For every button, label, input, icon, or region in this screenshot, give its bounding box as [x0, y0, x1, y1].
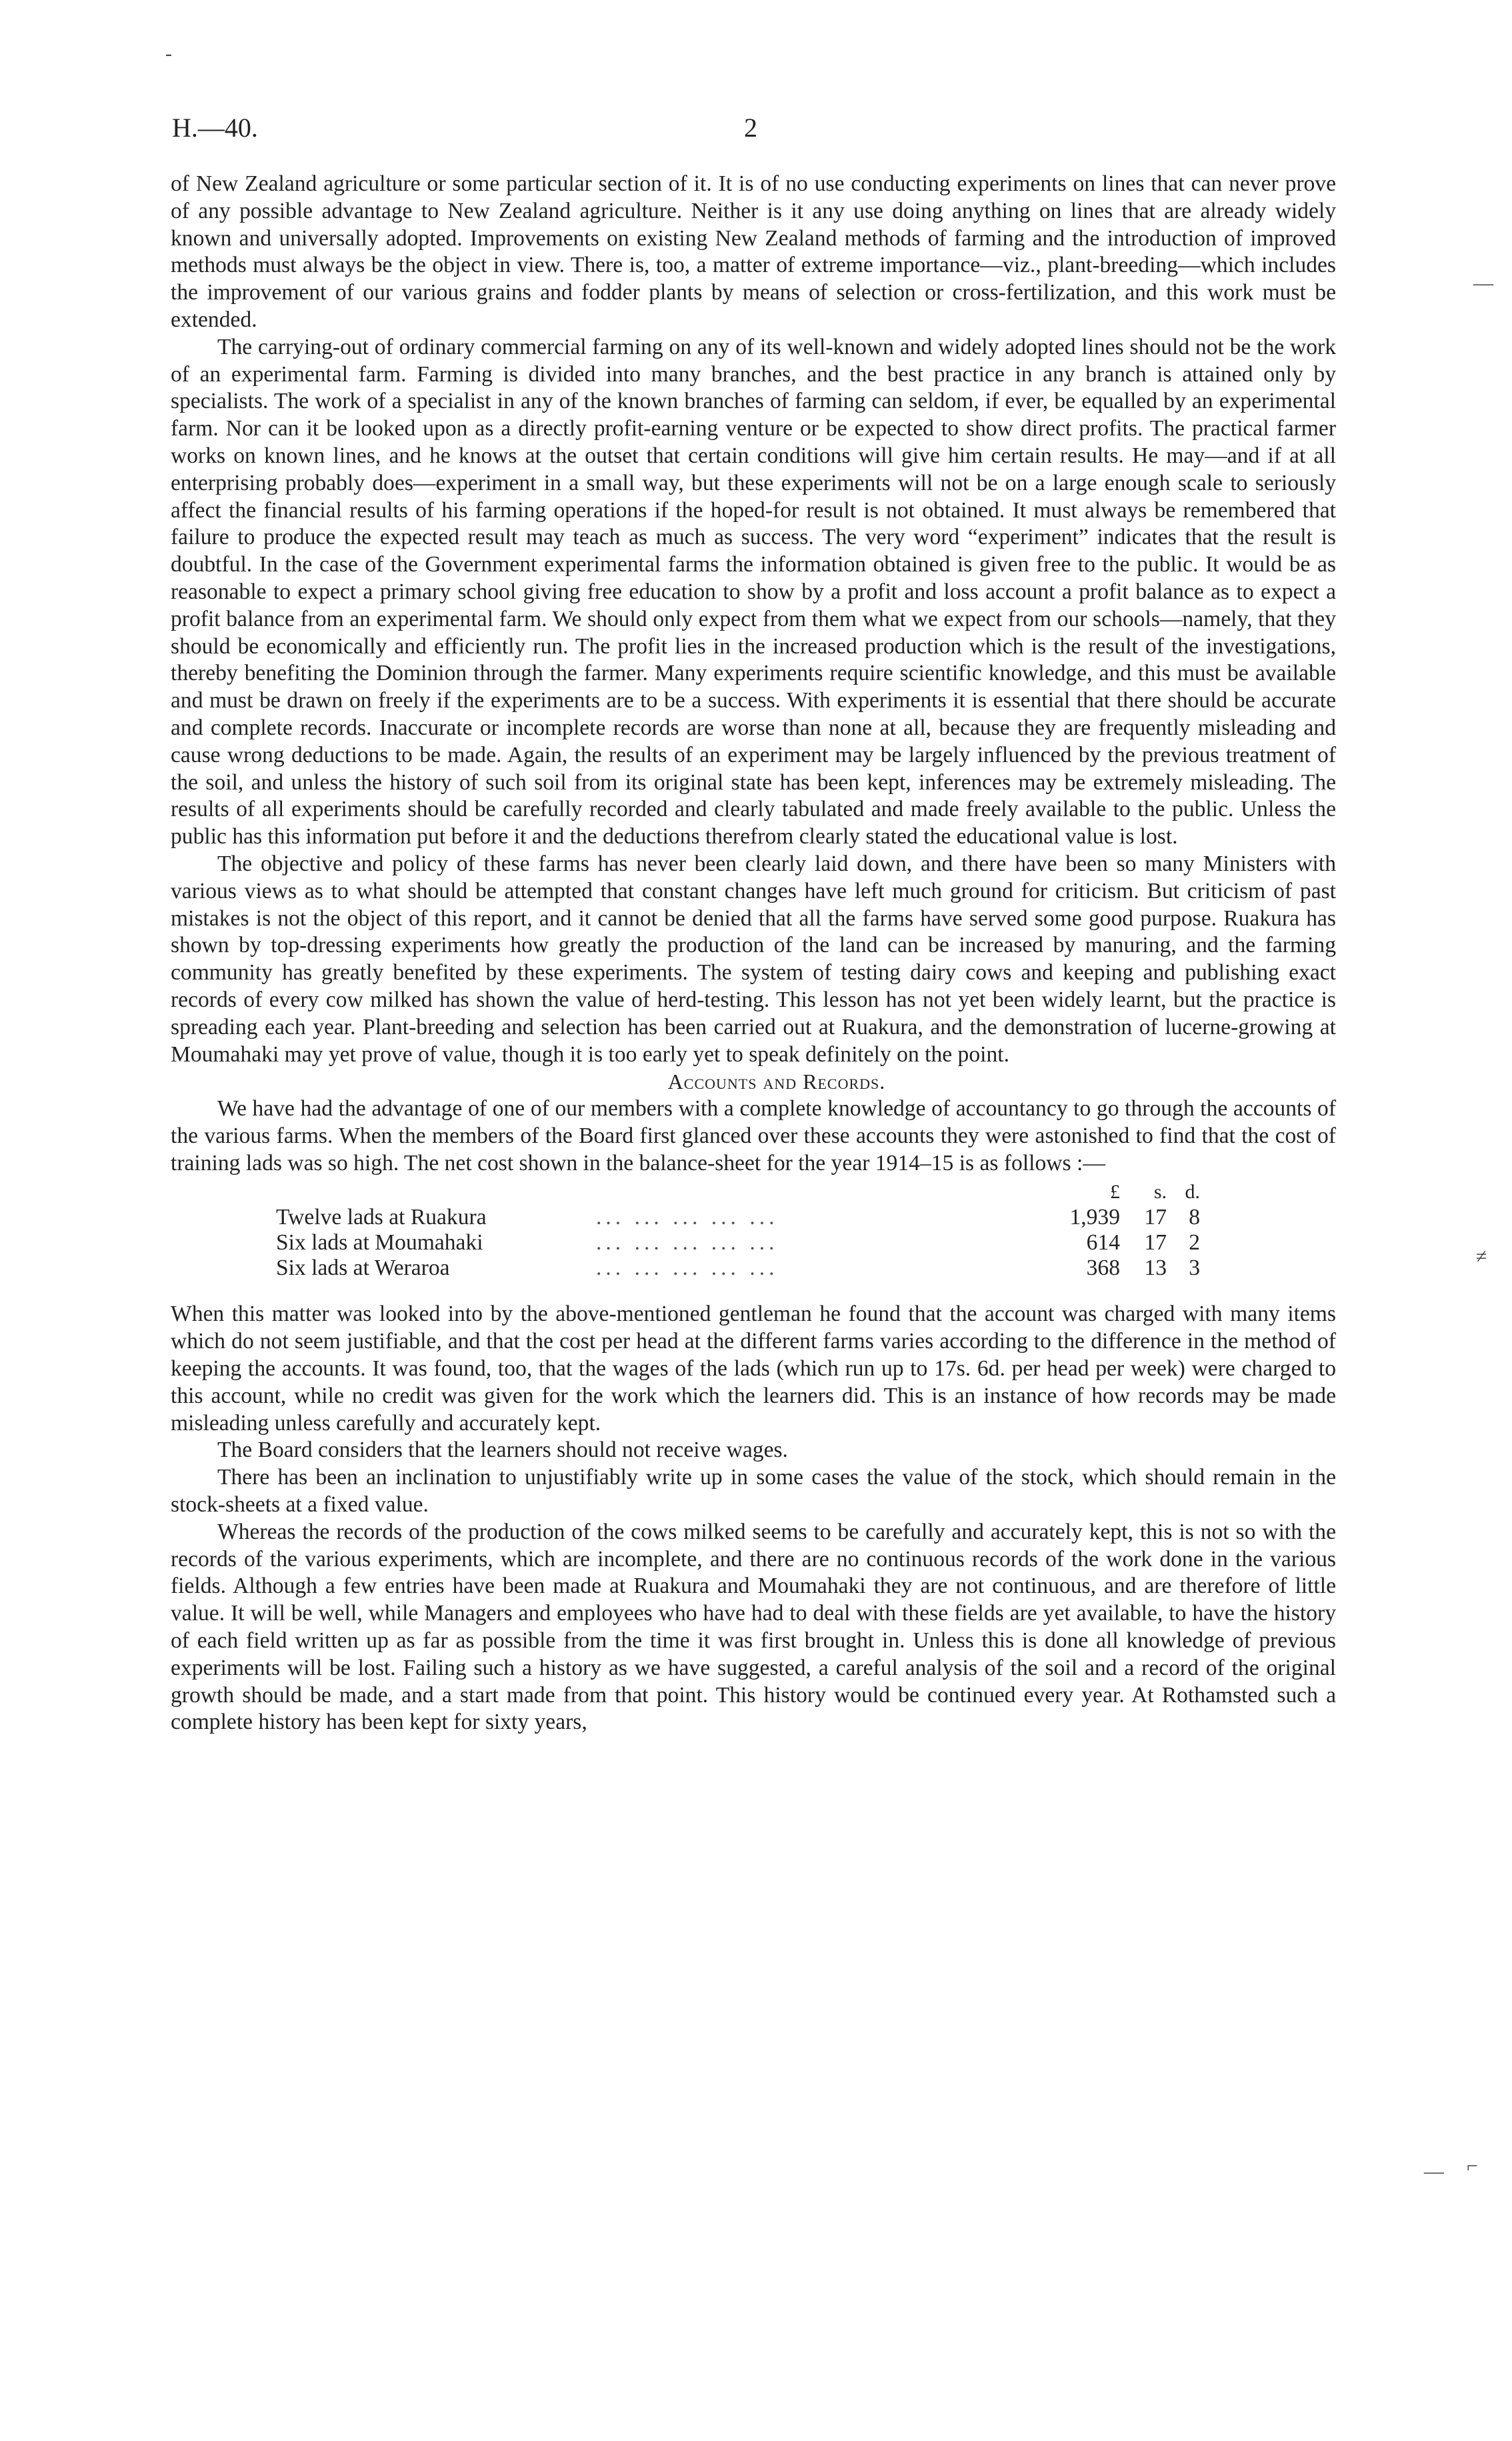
margin-mark: ≠: [1476, 1246, 1487, 1268]
margin-mark: —: [1473, 272, 1493, 294]
pence-header: d.: [1185, 1181, 1200, 1203]
shillings-cell: 17: [1144, 1205, 1167, 1230]
cost-table: [276, 1179, 1207, 1281]
document-reference: H.—40.: [172, 113, 258, 143]
shillings-header: s.: [1153, 1181, 1167, 1203]
shillings-cell: 17: [1144, 1230, 1167, 1256]
pence-cell: 3: [1189, 1256, 1200, 1281]
leader-dots: ... ... ... ... ...: [596, 1230, 779, 1256]
table-row: [276, 1205, 1207, 1230]
document-body: [171, 171, 1336, 1736]
pounds-cell: 614: [1086, 1230, 1120, 1256]
page-number: 2: [744, 113, 757, 143]
paragraph: When this matter was looked into by the above-mentioned gentleman he found that the account was charged with many items which do not seem justifiable, and that the cost per head at the different farms varies according to the difference in the method of keeping the accounts. It was found, too, that the wages of the lads (which run up to 17s. 6d. per head per week) were charged to this account, while no credit was given for the work which the learners did. This is an instance of how records may be made misleading unless carefully and accurately kept.: [171, 1302, 1336, 1436]
row-label: Twelve lads at Ruakura: [276, 1205, 487, 1230]
leader-dots: ... ... ... ... ...: [596, 1205, 779, 1230]
paragraph: The carrying-out of ordinary commercial farming on any of its well-known and widely adopted lines should not be the work of an experimental farm. Farming is divided into many branches, and the best practice in any branch is attained only by specialists. The work of a specialist in any of the known branches of farming can seldom, if ever, be equalled by an experimental farm. Nor can it be looked upon as a directly profit-earning venture or be expected to show direct profits. The practical farmer works on known lines, and he knows at the outset that certain conditions will give him certain results. He may—and if at all enterprising probably does—experiment in a small way, but these experiments will not be on a large enough scale to seriously affect the financial results of his farming operations if the hoped-for result is not obtained. It must always be remembered that failure to produce the expected result may teach as much as success. The very word “experiment” indicates that the result is doubtful. In the case of the Government experimental farms the information obtained is given free to the public. It would be as reasonable to expect a primary school giving free education to show by a profit and loss account a profit balance as to expect a profit balance from an experimental farm. We should only expect from them what we expect from our schools—namely, that they should be economically and efficiently run. The profit lies in the increased production which is the result of the investigations, thereby benefiting the Dominion through the farmer. Many experiments require scientific knowledge, and this must be available and must be drawn on freely if the experiments are to be a success. With experiments it is essential that there should be accurate and complete records. Inaccurate or incomplete records are worse than none at all, because they are frequently misleading and cause wrong deductions to be made. Again, the results of an experiment may be largely influenced by the previous treatment of the soil, and unless the history of such soil from its original state has been kept, inferences may be extremely misleading. The results of all experiments should be carefully recorded and clearly tabulated and made freely available to the public. Unless the public has this information put before it and the deductions therefrom clearly stated the educational value is lost.: [171, 334, 1336, 849]
row-label: Six lads at Moumahaki: [276, 1230, 483, 1256]
row-label: Six lads at Weraroa: [276, 1256, 450, 1281]
paragraph: Whereas the records of the production of the cows milked seems to be carefully and accurately kept, this is not so with the records of the various experiments, which are incomplete, and there are no continuous records of the work done in the various fields. Although a few entries have been made at Ruakura and Moumahaki they are not continuous, and are therefore of little value. It will be well, while Managers and employees who have had to deal with these fields are yet available, to have the history of each field written up as far as possible from the time it was first brought in. Unless this is done all knowledge of previous experiments will be lost. Failing such a history as we have suggested, a careful analysis of the soil and a record of the original growth should be made, and a start made from that point. This history would be continued every year. At Rothamsted such a complete history has been kept for sixty years,: [171, 1519, 1336, 1735]
table-row: [276, 1256, 1207, 1281]
pounds-cell: 368: [1086, 1256, 1120, 1281]
margin-mark: -: [165, 43, 172, 65]
cost-table-header: [276, 1179, 1207, 1205]
leader-dots: ... ... ... ... ...: [596, 1256, 779, 1281]
page-header: [172, 112, 1339, 159]
margin-mark: —: [1424, 2160, 1444, 2182]
pounds-header: £: [1110, 1181, 1120, 1203]
table-row: [276, 1230, 1207, 1256]
paragraph: The Board considers that the learners should not receive wages.: [217, 1438, 788, 1463]
paragraph: The objective and policy of these farms has never been clearly laid down, and there have been so many Ministers with various views as to what should be attempted that constant changes have left much ground for criticism. But criticism of past mistakes is not the object of this report, and it cannot be denied that all the farms have served some good purpose. Ruakura has shown by top-dressing experiments how greatly the production of the land can be increased by manuring, and the farming community has greatly benefited by these experiments. The system of testing dairy cows and keeping and publishing exact records of every cow milked has shown the value of herd-testing. This lesson has not yet been widely learnt, but the practice is spreading each year. Plant-breeding and selection has been carried out at Ruakura, and the demonstration of lucerne-growing at Moumahaki may yet prove of value, though it is too early yet to speak definitely on the point.: [171, 851, 1336, 1067]
paragraph: of New Zealand agriculture or some particular section of it. It is of no use conducting experiments on lines that can never prove of any possible advantage to New Zealand agriculture. Neither is it any use doing anything on lines that are already widely known and universally adopted. Improvements on existing New Zealand methods of farming and the introduction of improved methods must always be the object in view. There is, too, a matter of extreme importance—viz., plant-breeding—which includes the improvement of our various grains and fodder plants by means of selection or cross-fertilization, and this work must be extended.: [171, 171, 1336, 332]
section-heading: Accounts and Records.: [667, 1069, 886, 1094]
margin-mark: ⌐: [1467, 2155, 1478, 2177]
pounds-cell: 1,939: [1069, 1205, 1120, 1230]
pence-cell: 8: [1189, 1205, 1200, 1230]
paragraph: There has been an inclination to unjustifiably write up in some cases the value of the stock, which should remain in the stock-sheets at a fixed value.: [171, 1465, 1336, 1518]
pence-cell: 2: [1189, 1230, 1200, 1256]
paragraph: We have had the advantage of one of our members with a complete knowledge of accountancy to go through the accounts of the various farms. When the members of the Board first glanced over these accounts they were astonished to find that the cost of training lads was so high. The net cost shown in the balance-sheet for the year 1914–15 is as follows :—: [171, 1096, 1336, 1175]
shillings-cell: 13: [1144, 1256, 1167, 1281]
